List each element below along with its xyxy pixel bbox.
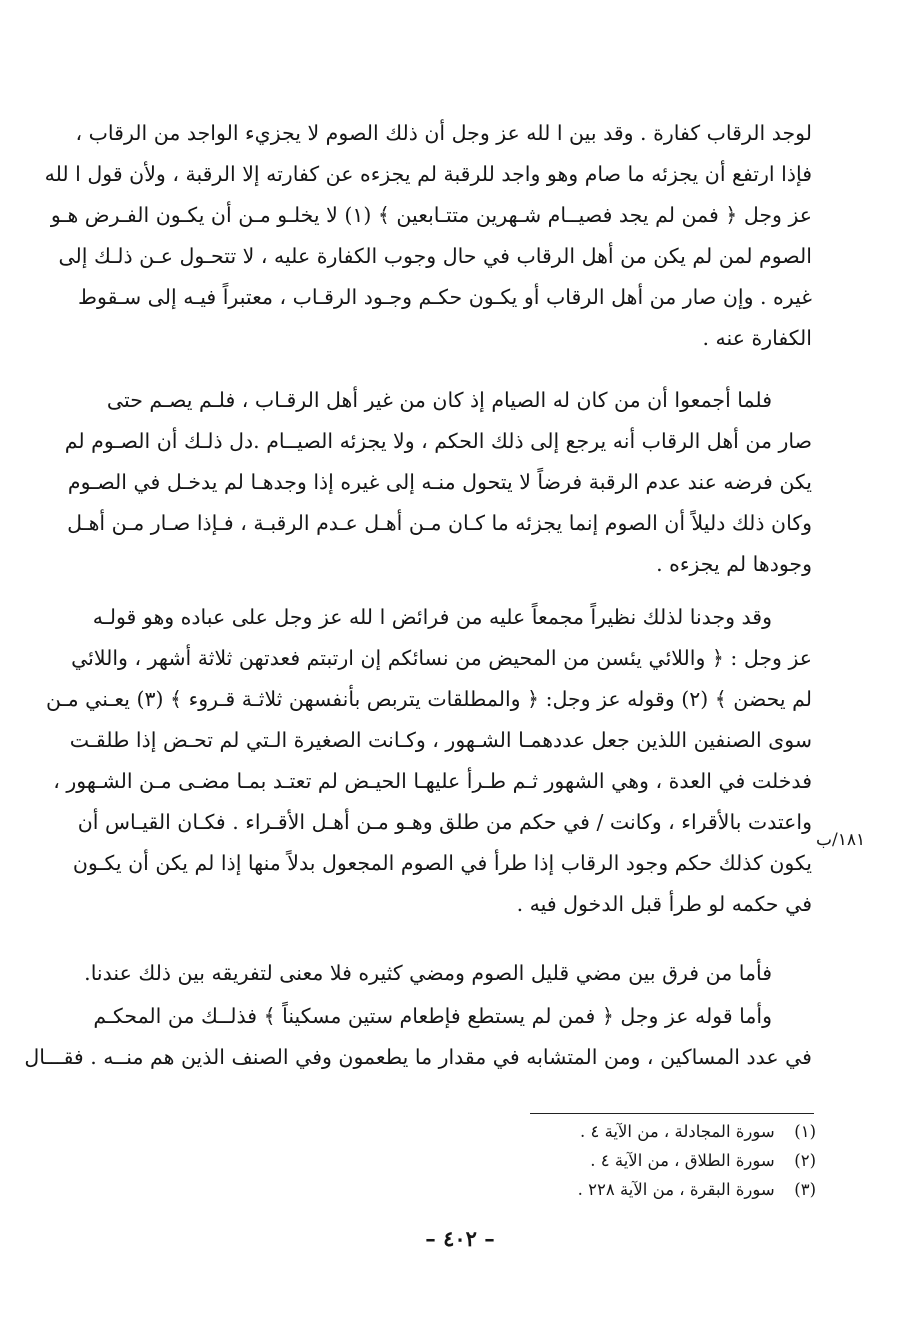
footnote-number: (٣): [794, 1180, 816, 1199]
text-line: فأما من فرق بين مضي قليل الصوم ومضي كثيره فلا معنى لتفريقه بين ذلك عندنا.: [84, 961, 772, 985]
text-line: وأما قوله عز وجل ﴿ فمن لم يستطع فإطعام ستين مسكيناً ﴾ فذلــك من المحكـم: [93, 1004, 772, 1028]
footnote-divider: [530, 1113, 814, 1114]
text-line: وقد وجدنا لذلك نظيراً مجمعاً عليه من فرائض ا لله عز وجل على عباده وهو قولـه: [92, 605, 772, 629]
text-line: يكون كذلك حكم وجود الرقاب إذا طرأ في الصوم المجعول بدلاً منها إذا لم يكن أن يكـون: [72, 851, 812, 875]
footnote-text: سورة الطلاق ، من الآية ٤ .: [590, 1151, 775, 1170]
paragraph-1: [44, 113, 812, 359]
text-line: فإذا ارتفع أن يجزئه ما صام وهو واجد للرقبة لم يجزءه عن كفارته إلا الرقبة ، ولأن قول ا لله: [44, 162, 812, 186]
text-line: وكان ذلك دليلاً أن الصوم إنما يجزئه ما كـان مـن أهـل عـدم الرقبـة ، فـإذا صـار مـن أهـل: [67, 511, 812, 535]
text-line: فلما أجمعوا أن من كان له الصيام إذ كان من غير أهل الرقـاب ، فلـم يصـم حتى: [106, 388, 772, 412]
text-line: غيره . وإن صار من أهل الرقاب أو يكـون حكـم وجـود الرقـاب ، معتبراً فيـه إلى سـقوط: [78, 285, 812, 309]
footnote: [420, 1146, 816, 1175]
paragraph-3: [46, 597, 812, 925]
text-line: واعتدت بالأقراء ، وكانت / في حكم من طلق وهـو مـن أهـل الأقـراء . فكـان القيـاس أن: [77, 810, 812, 834]
footnotes: [420, 1117, 816, 1204]
text-line: عز وجل : ﴿ واللائي يئسن من المحيض من نسائكم إن ارتبتم فعدتهن ثلاثة أشهر ، واللائي: [71, 646, 812, 670]
footnote-text: سورة المجادلة ، من الآية ٤ .: [579, 1122, 775, 1141]
text-line: عز وجل ﴿ فمن لم يجد فصيــام شـهرين متتـابعين ﴾ (١) لا يخلـو مـن أن يكـون الفـرض هـو: [50, 203, 812, 227]
text-line: لم يحضن ﴾ (٢) وقوله عز وجل: ﴿ والمطلقات يتربص بأنفسهن ثلاثـة قـروء ﴾ (٣) يعـني مـن: [46, 687, 812, 711]
text-line: الكفارة عنه .: [702, 326, 812, 350]
paragraph-2: [64, 380, 812, 585]
footnote-number: (١): [794, 1122, 816, 1141]
paragraph-5: [24, 996, 812, 1078]
footnote-text: سورة البقرة ، من الآية ٢٢٨ .: [577, 1180, 775, 1199]
text-line: صار من أهل الرقاب أنه يرجع إلى ذلك الحكم ، ولا يجزئه الصيــام .دل ذلـك أن الصـوم لم: [64, 429, 812, 453]
page-number: – ٤٠٢ –: [425, 1226, 495, 1251]
text-line: وجودها لم يجزءه .: [656, 552, 812, 576]
text-line: في حكمه لو طرأ قبل الدخول فيه .: [516, 892, 812, 916]
text-line: الصوم لمن لم يكن من أهل الرقاب في حال وجوب الكفارة عليه ، لا تتحـول عـن ذلـك إلى: [58, 244, 812, 268]
paragraph-4: [84, 953, 812, 994]
footnote-number: (٢): [794, 1151, 816, 1170]
text-line: سوى الصنفين اللذين جعل عددهمـا الشـهور ، وكـانت الصغيرة الـتي لم تحـض إذا طلقـت: [69, 728, 812, 752]
manuscript-folio-marker: ١٨١/ب: [816, 830, 866, 850]
footnote: [420, 1117, 816, 1146]
text-line: لوجد الرقاب كفارة . وقد بين ا لله عز وجل أن ذلك الصوم لا يجزيء الواجد من الرقاب ،: [75, 121, 812, 145]
text-line: فدخلت في العدة ، وهي الشهور ثـم طـرأ عليهـا الحيـض لم تعتـد بمـا مضـى مـن الشـهور ،: [53, 769, 812, 793]
footnote: [420, 1175, 816, 1204]
text-line: في عدد المساكين ، ومن المتشابه في مقدار ما يطعمون وفي الصنف الذين هم منــه . فقـــال: [24, 1045, 812, 1069]
text-line: يكن فرضه عند عدم الرقبة فرضاً لا يتحول منـه إلى غيره إذا وجدهـا لم يدخـل في الصـوم: [67, 470, 812, 494]
